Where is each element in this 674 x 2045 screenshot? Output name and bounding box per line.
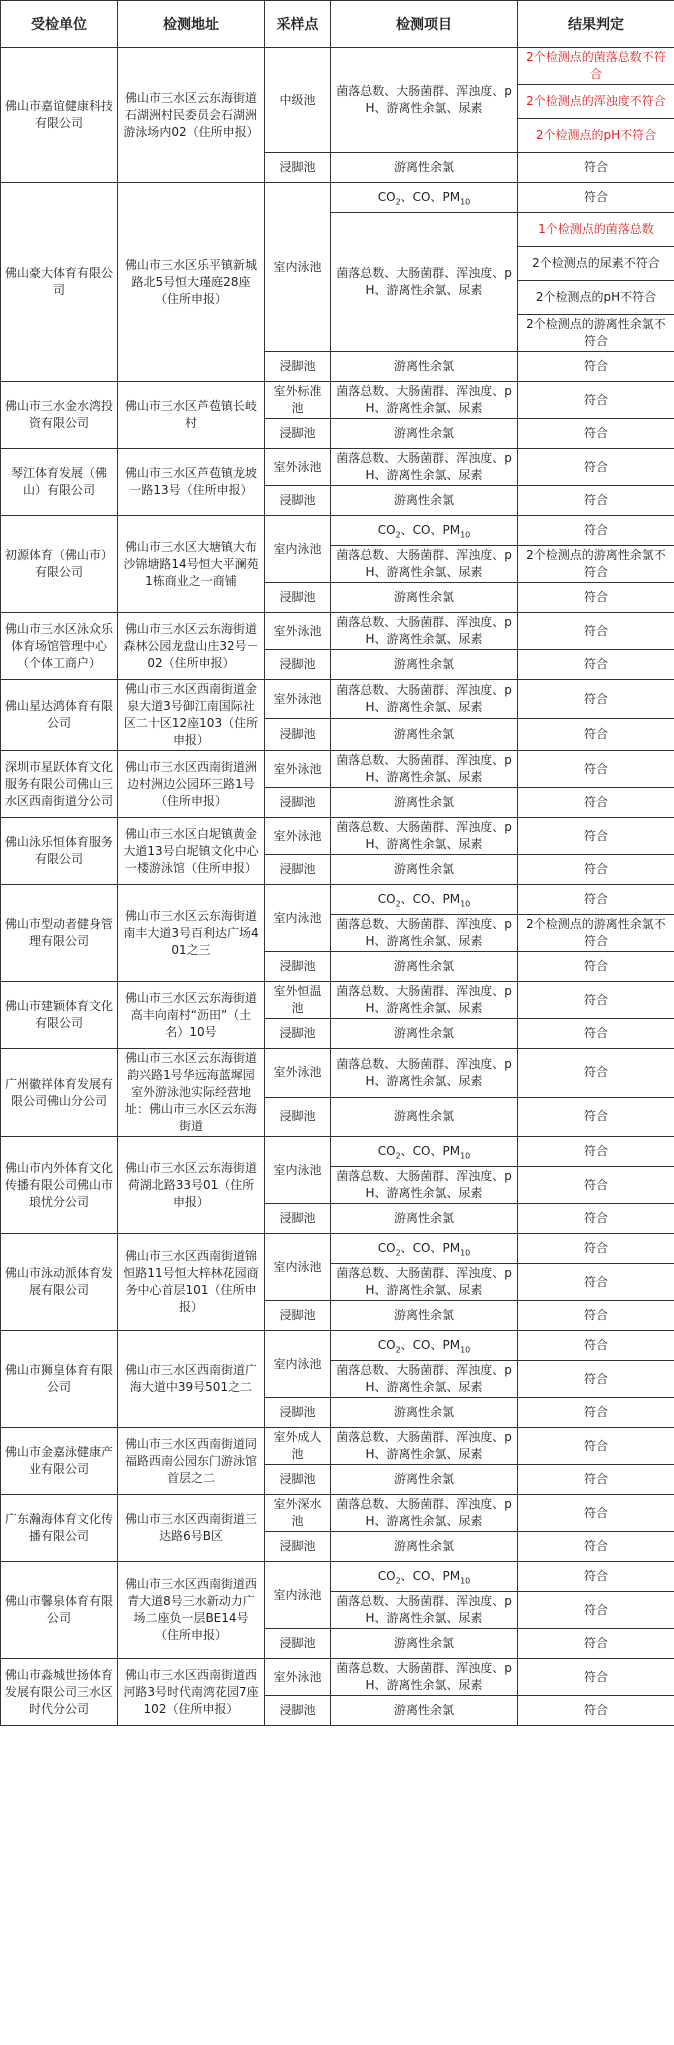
test-items-cell: 菌落总数、大肠菌群、浑浊度、pH、游离性余氯、尿素 (331, 613, 518, 650)
table-row (1, 1331, 674, 1361)
table-row (1, 1562, 674, 1592)
test-items-cell: 游离性余氯 (331, 1696, 518, 1726)
test-items-cell: $CO_2$、CO、$PM_{10}$ (331, 1562, 518, 1592)
test-items-cell: 游离性余氯 (331, 855, 518, 885)
result-cell: 符合 (518, 1234, 674, 1264)
address-cell: 佛山市三水区西南街道同福路西南公园东门游泳馆首层之二 (118, 1428, 265, 1495)
test-items-cell: 菌落总数、大肠菌群、浑浊度、pH、游离性余氯、尿素 (331, 818, 518, 855)
table-row (1, 613, 674, 650)
header-row (1, 1, 674, 48)
test-items-cell: 游离性余氯 (331, 788, 518, 818)
header-sampling-point: 采样点 (265, 1, 331, 48)
result-cell: 符合 (518, 982, 674, 1019)
result-cell: 符合 (518, 885, 674, 915)
test-items-cell: 菌落总数、大肠菌群、浑浊度、pH、游离性余氯、尿素 (331, 1049, 518, 1098)
result-cell: 符合 (518, 419, 674, 449)
result-cell: 符合 (518, 183, 674, 213)
result-cell: 符合 (518, 952, 674, 982)
test-items-cell: 游离性余氯 (331, 1301, 518, 1331)
sampling-point-cell: 浸脚池 (265, 419, 331, 449)
sampling-point-cell: 室外泳池 (265, 751, 331, 788)
result-cell: 符合 (518, 382, 674, 419)
address-cell: 佛山市三水区芦苞镇长岐村 (118, 382, 265, 449)
result-cell: 2个检测点的游离性余氯不符合 (518, 315, 674, 352)
result-cell: 符合 (518, 788, 674, 818)
sampling-point-cell: 室外泳池 (265, 680, 331, 719)
header-result: 结果判定 (518, 1, 674, 48)
table-row (1, 1659, 674, 1696)
test-items-cell: 游离性余氯 (331, 486, 518, 516)
test-items-cell: 游离性余氯 (331, 1097, 518, 1136)
sampling-point-cell: 浸脚池 (265, 952, 331, 982)
table-row (1, 1428, 674, 1465)
test-items-cell: 游离性余氯 (331, 1204, 518, 1234)
result-cell: 符合 (518, 1137, 674, 1167)
test-items-cell: 游离性余氯 (331, 1629, 518, 1659)
result-cell: 符合 (518, 1019, 674, 1049)
sampling-point-cell: 室外深水池 (265, 1495, 331, 1532)
table-row (1, 1234, 674, 1264)
test-items-cell: 游离性余氯 (331, 1019, 518, 1049)
address-cell: 佛山市三水区云东海街道森林公园龙盘山庄32号－02（住所申报） (118, 613, 265, 680)
sampling-point-cell: 浸脚池 (265, 1532, 331, 1562)
sampling-point-cell: 浸脚池 (265, 855, 331, 885)
result-cell: 符合 (518, 1398, 674, 1428)
sampling-point-cell: 室外泳池 (265, 449, 331, 486)
sampling-point-cell: 浸脚池 (265, 153, 331, 183)
table-row (1, 818, 674, 855)
sampling-point-cell: 浸脚池 (265, 583, 331, 613)
sampling-point-cell: 室内泳池 (265, 516, 331, 583)
test-items-cell: 菌落总数、大肠菌群、浑浊度、pH、游离性余氯、尿素 (331, 382, 518, 419)
unit-cell: 佛山市建颖体育文化有限公司 (1, 982, 118, 1049)
address-cell: 佛山市三水区云东海街道石湖洲村民委员会石湖洲游泳场内02（住所申报） (118, 48, 265, 183)
table-row (1, 48, 674, 85)
table-row (1, 1049, 674, 1098)
result-cell: 符合 (518, 1049, 674, 1098)
sampling-point-cell: 室外泳池 (265, 818, 331, 855)
address-cell: 佛山市三水区西南街道金泉大道3号御江南国际社区二十区12座103（住所申报） (118, 680, 265, 751)
address-cell: 佛山市三水区云东海街道高丰向南村“沥田”（土名）10号 (118, 982, 265, 1049)
test-items-cell: 菌落总数、大肠菌群、浑浊度、pH、游离性余氯、尿素 (331, 1167, 518, 1204)
unit-cell: 佛山市嘉谊健康科技有限公司 (1, 48, 118, 183)
unit-cell: 佛山星达鸿体育有限公司 (1, 680, 118, 751)
address-cell: 佛山市三水区西南街道锦恒路11号恒大梓林花园商务中心首层101（住所申报） (118, 1234, 265, 1331)
result-cell: 符合 (518, 1495, 674, 1532)
result-cell: 符合 (518, 680, 674, 719)
result-cell: 符合 (518, 1097, 674, 1136)
unit-cell: 初源体育（佛山市）有限公司 (1, 516, 118, 613)
result-cell: 符合 (518, 153, 674, 183)
unit-cell: 佛山市馨泉体育有限公司 (1, 1562, 118, 1659)
test-items-cell: 游离性余氯 (331, 583, 518, 613)
sampling-point-cell: 浸脚池 (265, 1398, 331, 1428)
sampling-point-cell: 浸脚池 (265, 352, 331, 382)
result-cell: 符合 (518, 1331, 674, 1361)
test-items-cell: 菌落总数、大肠菌群、浑浊度、pH、游离性余氯、尿素 (331, 1428, 518, 1465)
table-row (1, 982, 674, 1019)
sampling-point-cell: 室内泳池 (265, 1331, 331, 1398)
test-items-cell: 游离性余氯 (331, 1532, 518, 1562)
unit-cell: 琴江体育发展（佛山）有限公司 (1, 449, 118, 516)
test-items-cell: 菌落总数、大肠菌群、浑浊度、pH、游离性余氯、尿素 (331, 1361, 518, 1398)
address-cell: 佛山市三水区西南街道广海大道中39号501之二 (118, 1331, 265, 1428)
table-row (1, 885, 674, 915)
address-cell: 佛山市三水区芦苞镇龙坡一路13号（住所申报） (118, 449, 265, 516)
result-cell: 符合 (518, 1659, 674, 1696)
sampling-point-cell: 室内泳池 (265, 1234, 331, 1301)
unit-cell: 深圳市星跃体育文化服务有限公司佛山三水区西南街道分公司 (1, 751, 118, 818)
unit-cell: 佛山市内外体育文化传播有限公司佛山市琅忧分公司 (1, 1137, 118, 1234)
unit-cell: 佛山泳乐恒体育服务有限公司 (1, 818, 118, 885)
address-cell: 佛山市三水区西南街道西河路3号时代南湾花园7座102（住所申报） (118, 1659, 265, 1726)
result-cell: 符合 (518, 449, 674, 486)
test-items-cell: $CO_2$、CO、$PM_{10}$ (331, 1331, 518, 1361)
sampling-point-cell: 浸脚池 (265, 788, 331, 818)
table-row (1, 382, 674, 419)
result-cell: 符合 (518, 1696, 674, 1726)
unit-cell: 佛山市狮皇体育有限公司 (1, 1331, 118, 1428)
address-cell: 佛山市三水区云东海街道韵兴路1号华远海蓝墀园室外游泳池实际经营地址：佛山市三水区云东海街道 (118, 1049, 265, 1137)
sampling-point-cell: 室外泳池 (265, 613, 331, 650)
test-items-cell: 菌落总数、大肠菌群、浑浊度、pH、游离性余氯、尿素 (331, 1495, 518, 1532)
sampling-point-cell: 浸脚池 (265, 486, 331, 516)
test-items-cell: $CO_2$、CO、$PM_{10}$ (331, 1234, 518, 1264)
sampling-point-cell: 浸脚池 (265, 1301, 331, 1331)
result-cell: 符合 (518, 1428, 674, 1465)
test-items-cell: $CO_2$、CO、$PM_{10}$ (331, 1137, 518, 1167)
test-items-cell: 菌落总数、大肠菌群、浑浊度、pH、游离性余氯、尿素 (331, 213, 518, 352)
header-address: 检测地址 (118, 1, 265, 48)
test-items-cell: 菌落总数、大肠菌群、浑浊度、pH、游离性余氯、尿素 (331, 680, 518, 719)
table-row (1, 183, 674, 213)
result-cell: 符合 (518, 352, 674, 382)
unit-cell: 佛山市泳动派体育发展有限公司 (1, 1234, 118, 1331)
unit-cell: 佛山市淼城世扬体育发展有限公司三水区时代分公司 (1, 1659, 118, 1726)
result-cell: 符合 (518, 613, 674, 650)
address-cell: 佛山市三水区西南街道洲边村洲边公园环三路1号（住所申报） (118, 751, 265, 818)
unit-cell: 广东瀚海体育文化传播有限公司 (1, 1495, 118, 1562)
test-items-cell: $CO_2$、CO、$PM_{10}$ (331, 885, 518, 915)
address-cell: 佛山市三水区云东海街道南丰大道3号百利达广场401之三 (118, 885, 265, 982)
table-row (1, 1137, 674, 1167)
sampling-point-cell: 室外标准池 (265, 382, 331, 419)
unit-cell: 佛山市金嘉泳健康产业有限公司 (1, 1428, 118, 1495)
sampling-point-cell: 浸脚池 (265, 1696, 331, 1726)
test-items-cell: 菌落总数、大肠菌群、浑浊度、pH、游离性余氯、尿素 (331, 1264, 518, 1301)
test-items-cell: 游离性余氯 (331, 952, 518, 982)
unit-cell: 佛山市三水金水湾投资有限公司 (1, 382, 118, 449)
test-items-cell: 游离性余氯 (331, 650, 518, 680)
result-cell: 符合 (518, 1562, 674, 1592)
test-items-cell: 菌落总数、大肠菌群、浑浊度、pH、游离性余氯、尿素 (331, 751, 518, 788)
address-cell: 佛山市三水区西南街道西青大道8号三水新动力广场二座负一层BE14号（住所申报） (118, 1562, 265, 1659)
test-items-cell: $CO_2$、CO、$PM_{10}$ (331, 516, 518, 546)
result-cell: 符合 (518, 516, 674, 546)
test-items-cell: 菌落总数、大肠菌群、浑浊度、pH、游离性余氯、尿素 (331, 1592, 518, 1629)
result-cell: 符合 (518, 855, 674, 885)
sampling-point-cell: 浸脚池 (265, 650, 331, 680)
test-items-cell: 游离性余氯 (331, 153, 518, 183)
result-cell: 符合 (518, 1465, 674, 1495)
table-row (1, 680, 674, 719)
sampling-point-cell: 浸脚池 (265, 1204, 331, 1234)
result-cell: 符合 (518, 1264, 674, 1301)
sampling-point-cell: 室外恒温池 (265, 982, 331, 1019)
test-items-cell: 游离性余氯 (331, 419, 518, 449)
address-cell: 佛山市三水区云东海街道荷湖北路33号01（住所申报） (118, 1137, 265, 1234)
unit-cell: 佛山市型动者健身管理有限公司 (1, 885, 118, 982)
result-cell: 符合 (518, 719, 674, 751)
result-cell: 符合 (518, 1301, 674, 1331)
result-cell: 2个检测点的pH不符合 (518, 119, 674, 153)
sampling-point-cell: 室外泳池 (265, 1659, 331, 1696)
test-items-cell: 菌落总数、大肠菌群、浑浊度、pH、游离性余氯、尿素 (331, 449, 518, 486)
sampling-point-cell: 浸脚池 (265, 1097, 331, 1136)
sampling-point-cell: 浸脚池 (265, 719, 331, 751)
address-cell: 佛山市三水区大塘镇大布沙锦塘路14号恒大平澜苑1栋商业之一商铺 (118, 516, 265, 613)
result-cell: 符合 (518, 1592, 674, 1629)
sampling-point-cell: 浸脚池 (265, 1019, 331, 1049)
address-cell: 佛山市三水区乐平镇新城路北5号恒大瑾庭28座（住所申报） (118, 183, 265, 382)
address-cell: 佛山市三水区西南街道三达路6号B区 (118, 1495, 265, 1562)
test-items-cell: 游离性余氯 (331, 352, 518, 382)
result-cell: 符合 (518, 650, 674, 680)
result-cell: 符合 (518, 486, 674, 516)
sampling-point-cell: 室内泳池 (265, 885, 331, 952)
test-items-cell: 游离性余氯 (331, 1465, 518, 1495)
table-row (1, 449, 674, 486)
result-cell: 符合 (518, 583, 674, 613)
test-items-cell: 游离性余氯 (331, 719, 518, 751)
header-unit: 受检单位 (1, 1, 118, 48)
sampling-point-cell: 室内泳池 (265, 1137, 331, 1204)
result-cell: 符合 (518, 751, 674, 788)
table-row (1, 1495, 674, 1532)
result-cell: 符合 (518, 1204, 674, 1234)
result-cell: 2个检测点的尿素不符合 (518, 247, 674, 281)
test-items-cell: $CO_2$、CO、$PM_{10}$ (331, 183, 518, 213)
result-cell: 2个检测点的游离性余氯不符合 (518, 915, 674, 952)
result-cell: 2个检测点的浑浊度不符合 (518, 85, 674, 119)
unit-cell: 佛山豪大体育有限公司 (1, 183, 118, 382)
sampling-point-cell: 中级池 (265, 48, 331, 153)
result-cell: 1个检测点的菌落总数 (518, 213, 674, 247)
result-cell: 符合 (518, 1361, 674, 1398)
sampling-point-cell: 室内泳池 (265, 1562, 331, 1629)
sampling-point-cell: 室外成人池 (265, 1428, 331, 1465)
result-cell: 2个检测点的游离性余氯不符合 (518, 546, 674, 583)
address-cell: 佛山市三水区白坭镇黄金大道13号白坭镇文化中心一楼游泳馆（住所申报） (118, 818, 265, 885)
result-cell: 2个检测点的pH不符合 (518, 281, 674, 315)
result-cell: 符合 (518, 818, 674, 855)
result-cell: 符合 (518, 1167, 674, 1204)
table-row (1, 516, 674, 546)
test-items-cell: 游离性余氯 (331, 1398, 518, 1428)
result-cell: 2个检测点的菌落总数不符合 (518, 48, 674, 85)
sampling-point-cell: 浸脚池 (265, 1629, 331, 1659)
sampling-point-cell: 浸脚池 (265, 1465, 331, 1495)
sampling-point-cell: 室内泳池 (265, 183, 331, 352)
sampling-point-cell: 室外泳池 (265, 1049, 331, 1098)
unit-cell: 佛山市三水区泳众乐体育场馆管理中心（个体工商户） (1, 613, 118, 680)
test-items-cell: 菌落总数、大肠菌群、浑浊度、pH、游离性余氯、尿素 (331, 1659, 518, 1696)
result-cell: 符合 (518, 1629, 674, 1659)
test-items-cell: 菌落总数、大肠菌群、浑浊度、pH、游离性余氯、尿素 (331, 48, 518, 153)
result-cell: 符合 (518, 1532, 674, 1562)
test-items-cell: 菌落总数、大肠菌群、浑浊度、pH、游离性余氯、尿素 (331, 546, 518, 583)
test-items-cell: 菌落总数、大肠菌群、浑浊度、pH、游离性余氯、尿素 (331, 982, 518, 1019)
table-row (1, 751, 674, 788)
test-items-cell: 菌落总数、大肠菌群、浑浊度、pH、游离性余氯、尿素 (331, 915, 518, 952)
unit-cell: 广州徽祥体育发展有限公司佛山分公司 (1, 1049, 118, 1137)
header-test-items: 检测项目 (331, 1, 518, 48)
